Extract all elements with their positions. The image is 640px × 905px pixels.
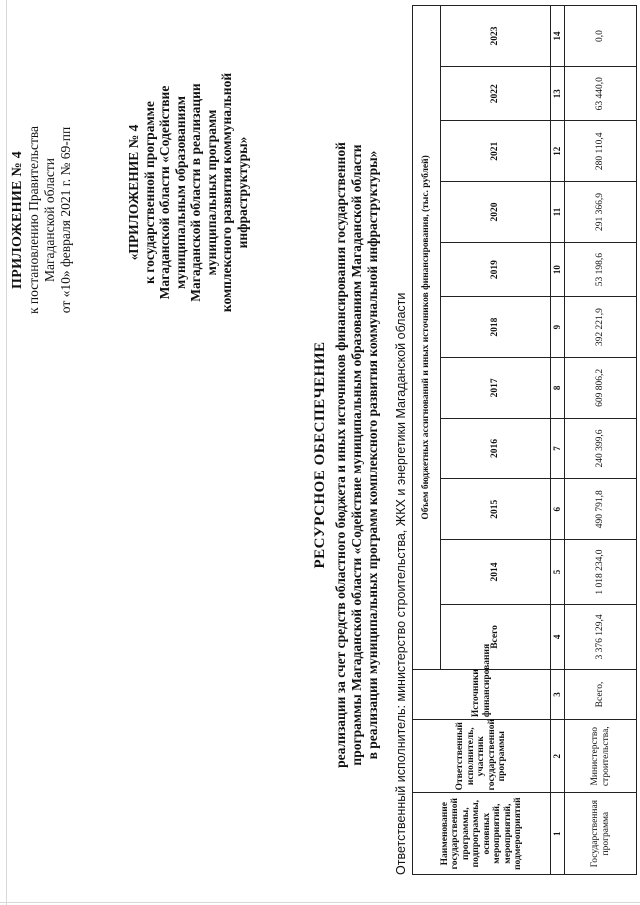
heading-subtitle-line: реализации за счет средств областного бюджета и иных источников финансирования государственной xyxy=(333,142,348,768)
column-number: 6 xyxy=(551,479,565,540)
heading-subtitle-line: в реализации муниципальных программ комплексного развития коммунальной инфраструктуры» xyxy=(365,150,380,760)
col-header-executor: Ответственный исполнитель, участник государственной программы xyxy=(413,720,551,793)
year-header: 2019 xyxy=(441,242,551,296)
cell-value: 609 806,2 xyxy=(565,357,637,418)
table-row xyxy=(565,6,637,875)
column-number: 12 xyxy=(551,121,565,182)
column-number: 13 xyxy=(551,67,565,121)
program-line: Магаданской области в реализации xyxy=(188,83,203,302)
cell-value: 63 440,0 xyxy=(565,67,637,121)
document-heading xyxy=(312,45,381,865)
cell-value: 490 791,8 xyxy=(565,479,637,540)
year-header: 2014 xyxy=(441,540,551,605)
cell-value: 53 198,6 xyxy=(565,242,637,296)
program-appendix-title: «ПРИЛОЖЕНИЕ № 4 xyxy=(126,124,141,261)
year-header: 2022 xyxy=(441,67,551,121)
program-line: комплексного развития коммунальной xyxy=(219,72,234,313)
column-number: 3 xyxy=(551,669,565,719)
program-line: Магаданской области «Содействие xyxy=(157,85,172,300)
year-header: 2017 xyxy=(441,357,551,418)
column-number: 2 xyxy=(551,720,565,793)
cell-value: 0,0 xyxy=(565,6,637,67)
cell-value: 392 221,9 xyxy=(565,297,637,358)
cell-value: 240 399,6 xyxy=(565,418,637,479)
program-line: муниципальным образованиям xyxy=(172,96,188,289)
column-number: 4 xyxy=(551,604,565,669)
column-number: 10 xyxy=(551,242,565,296)
year-header: 2020 xyxy=(441,182,551,243)
cell-program-name: Государственная программа xyxy=(565,793,637,875)
appendix-line: от «10» февраля 2021 г. № 69-пп xyxy=(58,126,73,314)
program-line: инфраструктуры» xyxy=(234,136,250,249)
col-header-source: Источники финансирования xyxy=(413,669,551,719)
column-number: 11 xyxy=(551,182,565,243)
resource-table xyxy=(412,5,637,875)
cell-executor: Министерство строительства, xyxy=(565,720,637,793)
heading-subtitle-line: программы Магаданской области «Содействие муниципальным образованиям Магаданской области xyxy=(349,144,364,766)
year-header: 2018 xyxy=(441,297,551,358)
column-number: 7 xyxy=(551,418,565,479)
year-header: Всего xyxy=(441,604,551,669)
program-line: муниципальных программ xyxy=(203,109,219,276)
responsible-executor: Ответственный исполнитель: министерство строительства, ЖКХ и энергетики Магаданской области xyxy=(394,292,408,875)
column-number: 1 xyxy=(551,793,565,875)
appendix-line: к постановлению Правительства xyxy=(26,125,41,315)
column-number: 9 xyxy=(551,297,565,358)
appendix-title: ПРИЛОЖЕНИЕ № 4 xyxy=(10,151,25,289)
cell-value: 291 366,9 xyxy=(565,182,637,243)
year-header: 2016 xyxy=(441,418,551,479)
column-number: 8 xyxy=(551,357,565,418)
program-line: к государственной программе xyxy=(141,101,157,284)
year-header: 2021 xyxy=(441,121,551,182)
cell-value: 280 110,4 xyxy=(565,121,637,182)
cell-value: 1 018 234,0 xyxy=(565,540,637,605)
appendix-block xyxy=(10,55,74,385)
column-number: 14 xyxy=(551,6,565,67)
heading-title: РЕСУРСНОЕ ОБЕСПЕЧЕНИЕ xyxy=(312,341,328,569)
year-header: 2015 xyxy=(441,479,551,540)
appendix-line: Магаданской области xyxy=(42,158,57,282)
col-header-name: Наименование государственной программы, подпрограммы, основных мероприятий, мероприятий, подмероприятий xyxy=(413,793,551,875)
program-appendix-block xyxy=(126,40,250,345)
column-number: 5 xyxy=(551,540,565,605)
cell-source: Всего, xyxy=(565,669,637,719)
col-header-group: Объем бюджетных ассигнований и иных источников финансирования, (тыс. рублей) xyxy=(413,6,441,670)
year-header: 2023 xyxy=(441,6,551,67)
cell-value: 3 376 129,4 xyxy=(565,604,637,669)
heading-subtitle xyxy=(333,45,381,865)
